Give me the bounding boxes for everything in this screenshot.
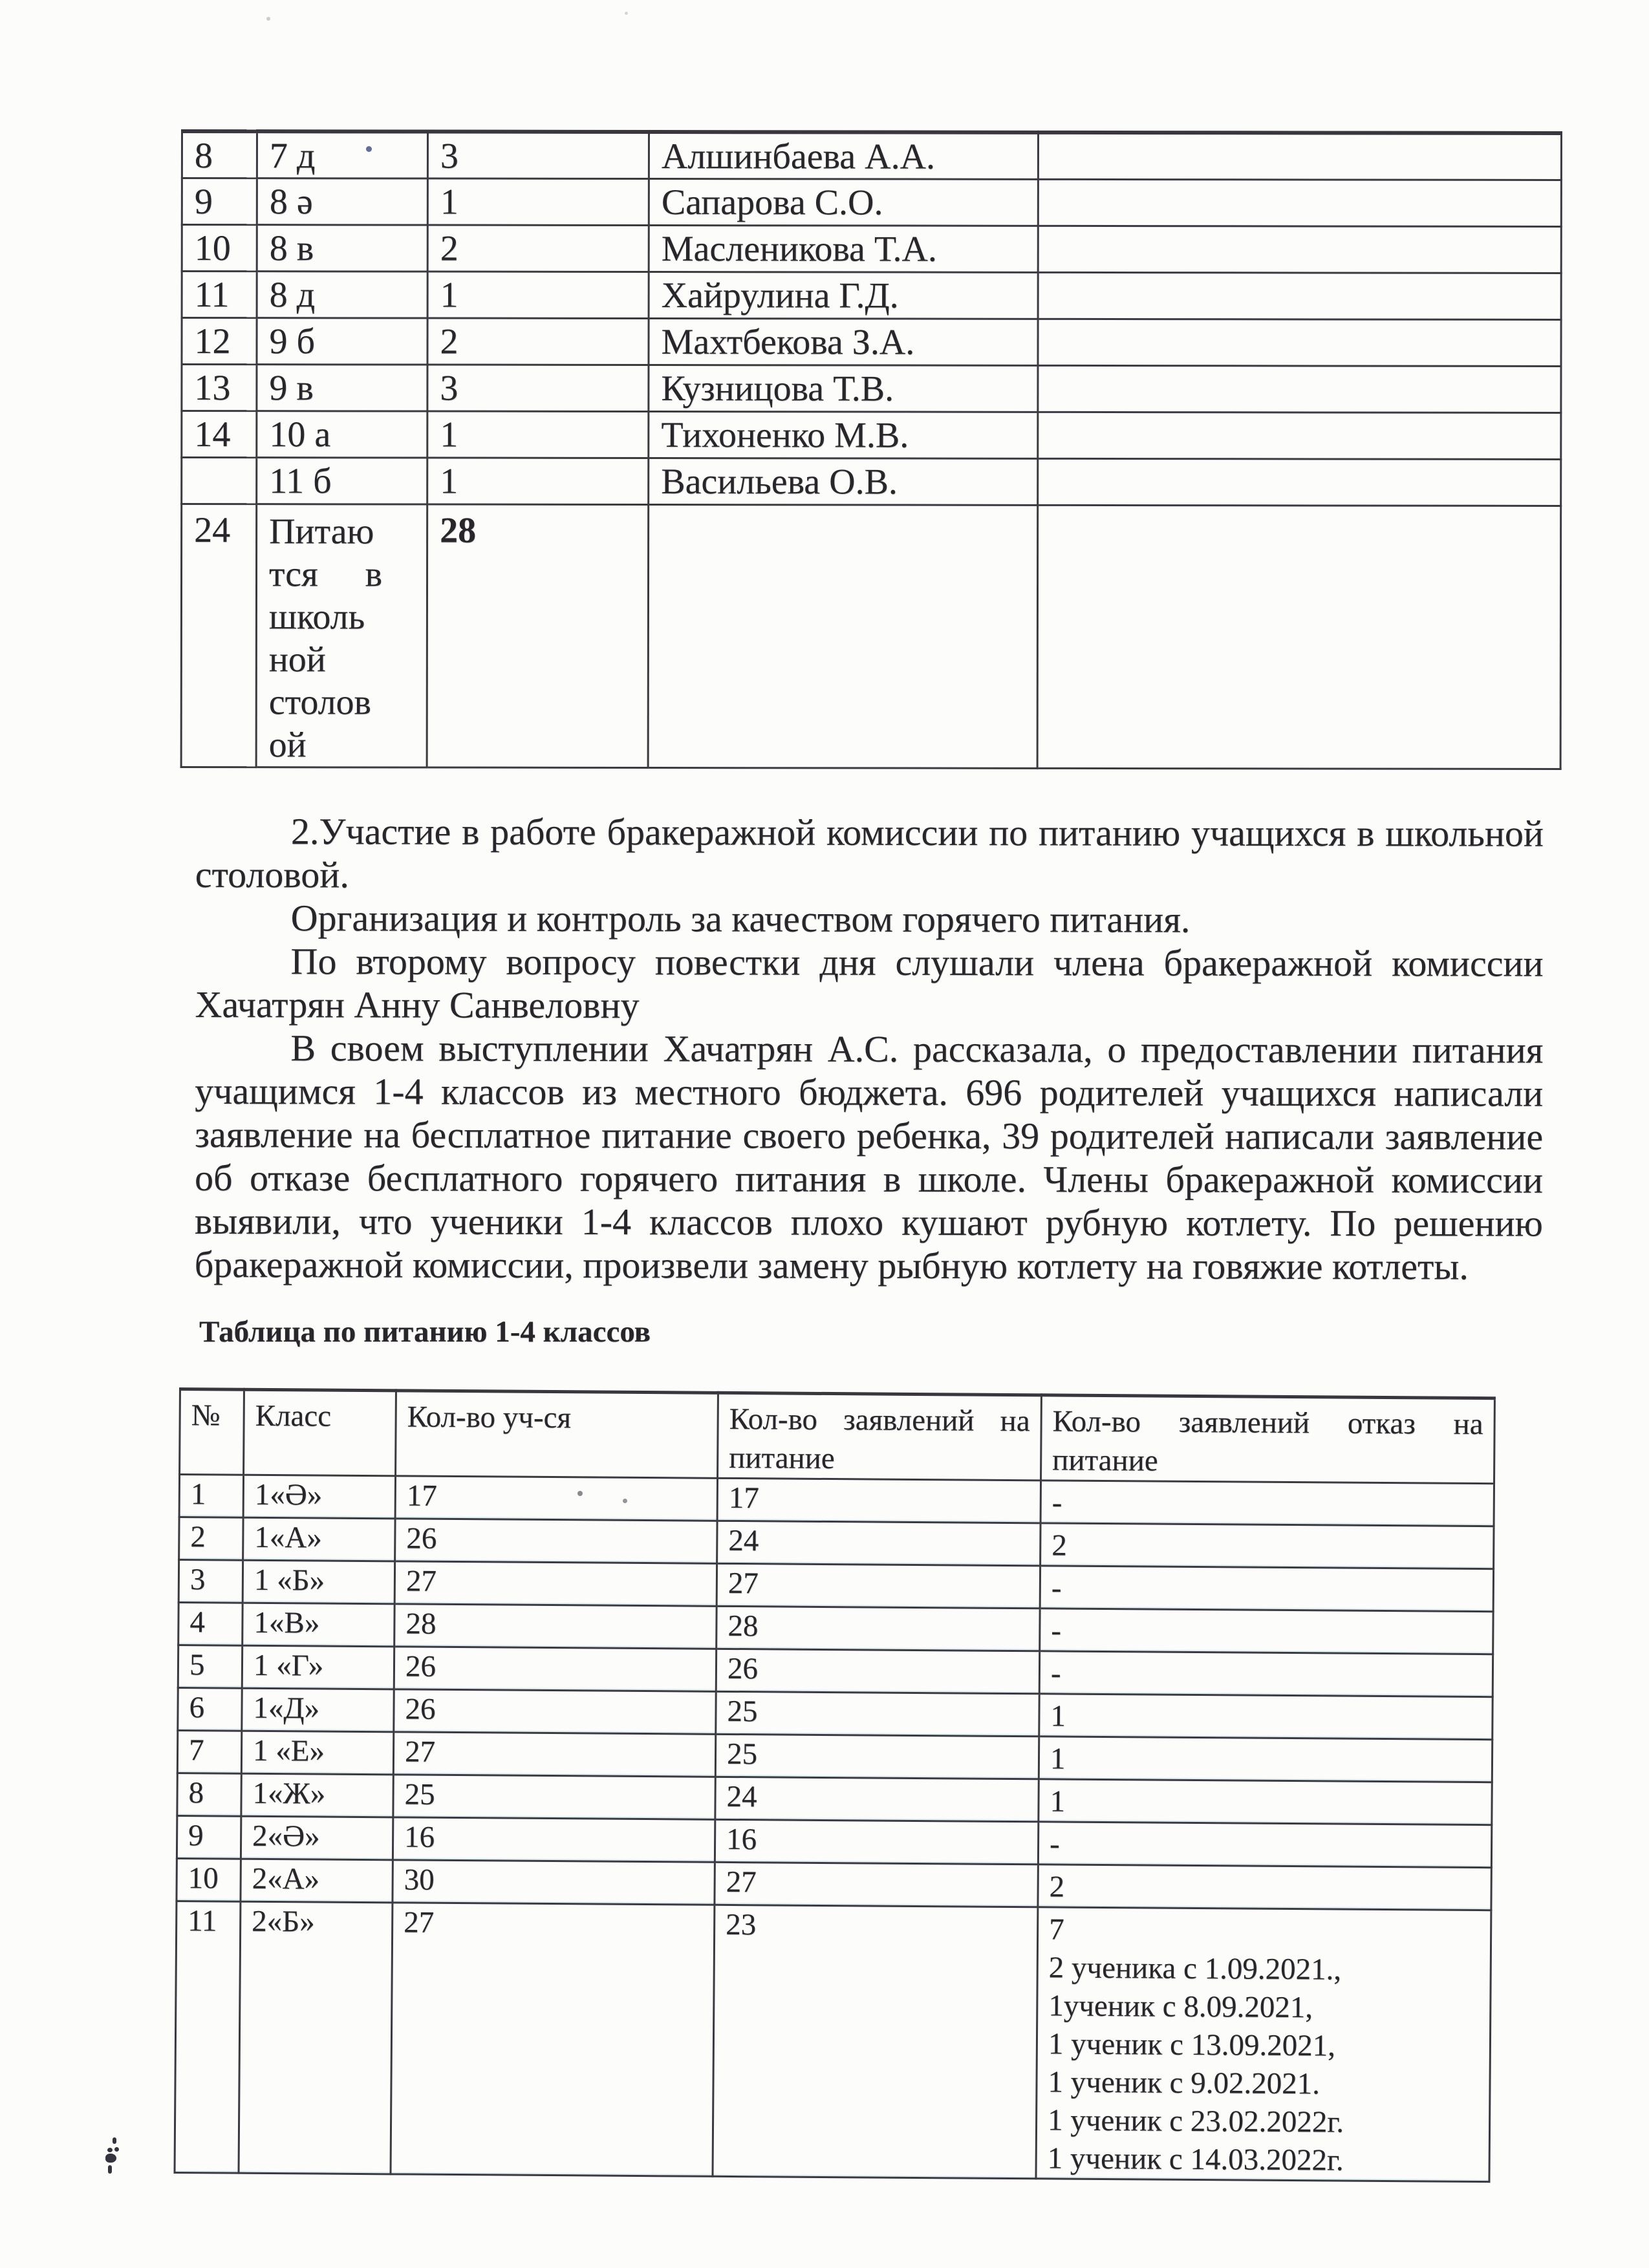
row-number-cell: 10 [177,1858,241,1901]
class-cell: 9 б [257,317,427,364]
teacher-name-cell: Васильева О.В. [649,458,1038,505]
nutrition-header-row [180,1389,1495,1484]
row-number-cell [182,457,257,504]
ink-blot-artifact [105,2154,116,2163]
count-cell: 2 [427,318,649,365]
nutrition-row [175,1901,1491,2181]
count-cell: 3 [427,365,649,411]
header-students-count: Кол-во уч-ся [396,1391,718,1478]
class-cell: 1«Ә» [243,1475,395,1519]
refusal-detail-line: 1 ученик с 23.02.2022г. [1047,2103,1344,2139]
class-cell: 1 «Г» [242,1645,394,1689]
students-count-cell: 28 [394,1604,717,1649]
refusals-cell [1038,1822,1491,1868]
class-cell: 2«Ә» [241,1816,393,1860]
refusals-count: - [1051,1571,1062,1605]
summary-row [181,504,1561,769]
summary-count-cell: 28 [427,504,649,767]
students-count-cell: 17 [395,1476,717,1521]
refusals-count: - [1049,1827,1060,1861]
class-cell: 1«В» [242,1603,394,1647]
refusals-cell [1040,1481,1494,1526]
paper-speck-artifact [266,17,270,21]
refusals-count: 2 [1051,1528,1068,1563]
applications-count-cell: 28 [717,1606,1040,1651]
students-count-cell: 27 [394,1561,717,1606]
refusals-cell [1039,1737,1492,1782]
refusals-count: 1 [1050,1784,1066,1819]
row-number-cell: 13 [182,364,257,411]
refusals-count: 1 [1050,1699,1066,1733]
summary-label-cell [256,504,427,767]
count-cell: 2 [427,225,649,272]
refusals-count: - [1051,1614,1062,1648]
class-cell: 2«А» [241,1859,393,1903]
refusals-count: - [1051,1486,1062,1520]
count-cell: 1 [427,272,649,318]
row-number-cell: 4 [178,1603,242,1646]
empty-note-cell [1038,319,1561,366]
row-number-cell: 1 [179,1475,243,1518]
row-number-cell: 8 [177,1773,241,1816]
applications-count-cell: 25 [715,1734,1039,1779]
refusals-count: 1 [1050,1742,1066,1776]
row-number-cell: 14 [182,411,257,457]
refusals-cell [1040,1609,1493,1654]
refusals-cell [1038,1865,1491,1910]
refusal-detail-line: 1ученик с 8.09.2021, [1048,1989,1313,2025]
empty-note-cell [1038,458,1561,506]
count-cell: 1 [427,411,649,458]
summary-empty-cell-2 [1037,505,1561,769]
paragraph-agenda-item: 2.Участие в работе бракеражной комиссии по питанию учащихся в школьной столовой. [195,810,1544,896]
refusals-count: 7 [1048,1912,1064,1947]
students-count-cell: 26 [394,1689,716,1734]
empty-note-cell [1038,412,1561,459]
class-cell: 2«Б» [239,1901,393,2174]
attendance-row [182,317,1561,366]
class-cell: 7 д [257,131,427,178]
row-number-cell: 9 [182,178,257,224]
teacher-name-cell: Махтбекова З.А. [649,318,1038,365]
ink-dot-artifact [577,1491,583,1496]
header-refusals: Кол-во заявлений отказ на питание [1041,1395,1495,1484]
row-number-cell: 11 [182,271,257,317]
refusals-cell [1039,1779,1492,1825]
applications-count-cell: 24 [715,1777,1039,1821]
ink-blot-artifact [107,2148,113,2152]
refusals-cell [1040,1523,1494,1569]
row-number-cell: 2 [179,1517,243,1561]
class-cell: 8 д [257,271,427,317]
teacher-name-cell: Масленикова Т.А. [649,225,1038,272]
refusals-count: 2 [1049,1870,1065,1904]
students-count-cell: 25 [393,1775,715,1819]
paragraph-organization: Организация и контроль за качеством горячего питания. [290,897,1191,941]
empty-note-cell [1038,272,1561,319]
count-cell: 1 [427,458,649,504]
teacher-name-cell: Тихоненко М.В. [649,411,1038,458]
row-number-cell: 5 [178,1645,242,1689]
refusal-detail-line: 2 ученика с 1.09.2021., [1048,1951,1342,1987]
applications-count-cell: 25 [716,1691,1039,1736]
attendance-row [182,271,1561,319]
teacher-name-cell: Хайрулина Г.Д. [649,272,1038,319]
summary-label: Питаются в школьной столовой [268,511,383,765]
applications-count-cell: 27 [715,1862,1038,1907]
ink-dot-artifact [623,1499,627,1503]
refusals-cell [1039,1694,1493,1740]
row-number-cell: 11 [175,1901,241,2173]
summary-number-cell: 24 [181,504,257,767]
ink-blot-artifact [114,2147,119,2152]
header-number: № [180,1389,244,1475]
applications-count-cell: 26 [716,1649,1039,1693]
ink-dot-artifact [366,146,372,152]
empty-note-cell [1038,133,1561,180]
applications-count-cell: 24 [717,1521,1040,1565]
attendance-row [182,411,1561,459]
applications-count-cell: 17 [717,1478,1040,1523]
class-cell: 1 «Б» [242,1560,394,1604]
header-applications: Кол-во заявлений на питание [718,1393,1042,1480]
class-cell: 9 в [257,364,427,411]
attendance-row [182,178,1561,226]
row-number-cell: 12 [182,317,257,364]
refusal-detail-line: 1 ученик с 14.03.2022г. [1047,2141,1344,2177]
applications-count-cell: 16 [715,1819,1038,1864]
students-count-cell: 27 [393,1732,715,1777]
row-number-cell: 7 [177,1730,241,1773]
refusals-count: - [1050,1656,1061,1691]
empty-note-cell [1038,365,1561,412]
students-count-cell: 26 [395,1519,717,1563]
empty-note-cell [1038,179,1561,226]
empty-note-cell [1038,226,1561,273]
class-cell: 1 «Е» [241,1731,393,1775]
refusal-detail-line: 1 ученик с 13.09.2021, [1048,2027,1336,2063]
students-count-cell: 30 [393,1860,715,1905]
class-cell: 8 ә [257,178,427,224]
students-count-cell: 27 [391,1903,715,2176]
nutrition-table-title: Таблица по питанию 1-4 классов [199,1315,651,1349]
ink-blot-artifact [108,2165,112,2174]
applications-count-cell: 23 [713,1905,1038,2178]
teacher-name-cell: Кузницова Т.В. [649,365,1038,412]
attendance-row [182,224,1561,273]
row-number-cell: 3 [178,1560,242,1603]
paragraph-report: В своем выступлении Хачатрян А.С. рассказала, о предоставлении питания учащимся 1-4 классов из местного бюджета. 696 родителей учащихся написали заявление на бесплатное питание своего ребенка, 39 родителей написали заявление об отказе бесплатного горячего питания в школе. Члены бракеражной комиссии выявили, что ученики 1-4 классов плохо кушают рубную котлету. По решению бракеражной комиссии, произвели замену рыбную котлету на говяжие котлеты. [194,1027,1544,1288]
attendance-row [182,457,1561,506]
count-cell: 3 [427,132,649,178]
class-cell: 1«Ж» [241,1773,393,1817]
refusals-cell [1040,1566,1493,1612]
document-paragraphs [195,809,1544,1289]
class-cell: 10 а [257,411,427,457]
paper-speck-artifact [625,12,628,15]
row-number-cell: 9 [177,1815,241,1859]
summary-empty-cell-1 [648,504,1038,768]
teacher-name-cell: Алшинбаева А.А. [649,132,1038,179]
applications-count-cell: 27 [717,1563,1040,1608]
students-count-cell: 16 [393,1817,715,1862]
attendance-table [180,129,1562,769]
refusal-detail-line: 1 ученик с 9.02.2021. [1048,2065,1320,2101]
refusal-details [1047,1949,1484,2181]
row-number-cell: 10 [182,224,257,271]
row-number-cell: 6 [178,1687,242,1731]
attendance-row [182,131,1561,180]
nutrition-table [174,1387,1496,2183]
refusals-cell [1036,1907,1491,2182]
paragraph-speaker: По второму вопросу повестки дня слушали члена бракеражной комиссии Хачатрян Анну Санвеловну [195,940,1544,1027]
class-cell: 1«Д» [242,1688,394,1732]
teacher-name-cell: Сапарова С.О. [649,178,1038,226]
class-cell: 8 в [257,224,427,271]
class-cell: 11 б [257,457,427,504]
attendance-row [182,364,1561,412]
refusals-cell [1039,1651,1493,1697]
students-count-cell: 26 [394,1647,716,1691]
row-number-cell: 8 [182,131,257,178]
header-class: Класс [244,1389,396,1476]
count-cell: 1 [427,178,649,225]
ink-blot-artifact [113,2137,116,2144]
class-cell: 1«А» [243,1517,395,1561]
